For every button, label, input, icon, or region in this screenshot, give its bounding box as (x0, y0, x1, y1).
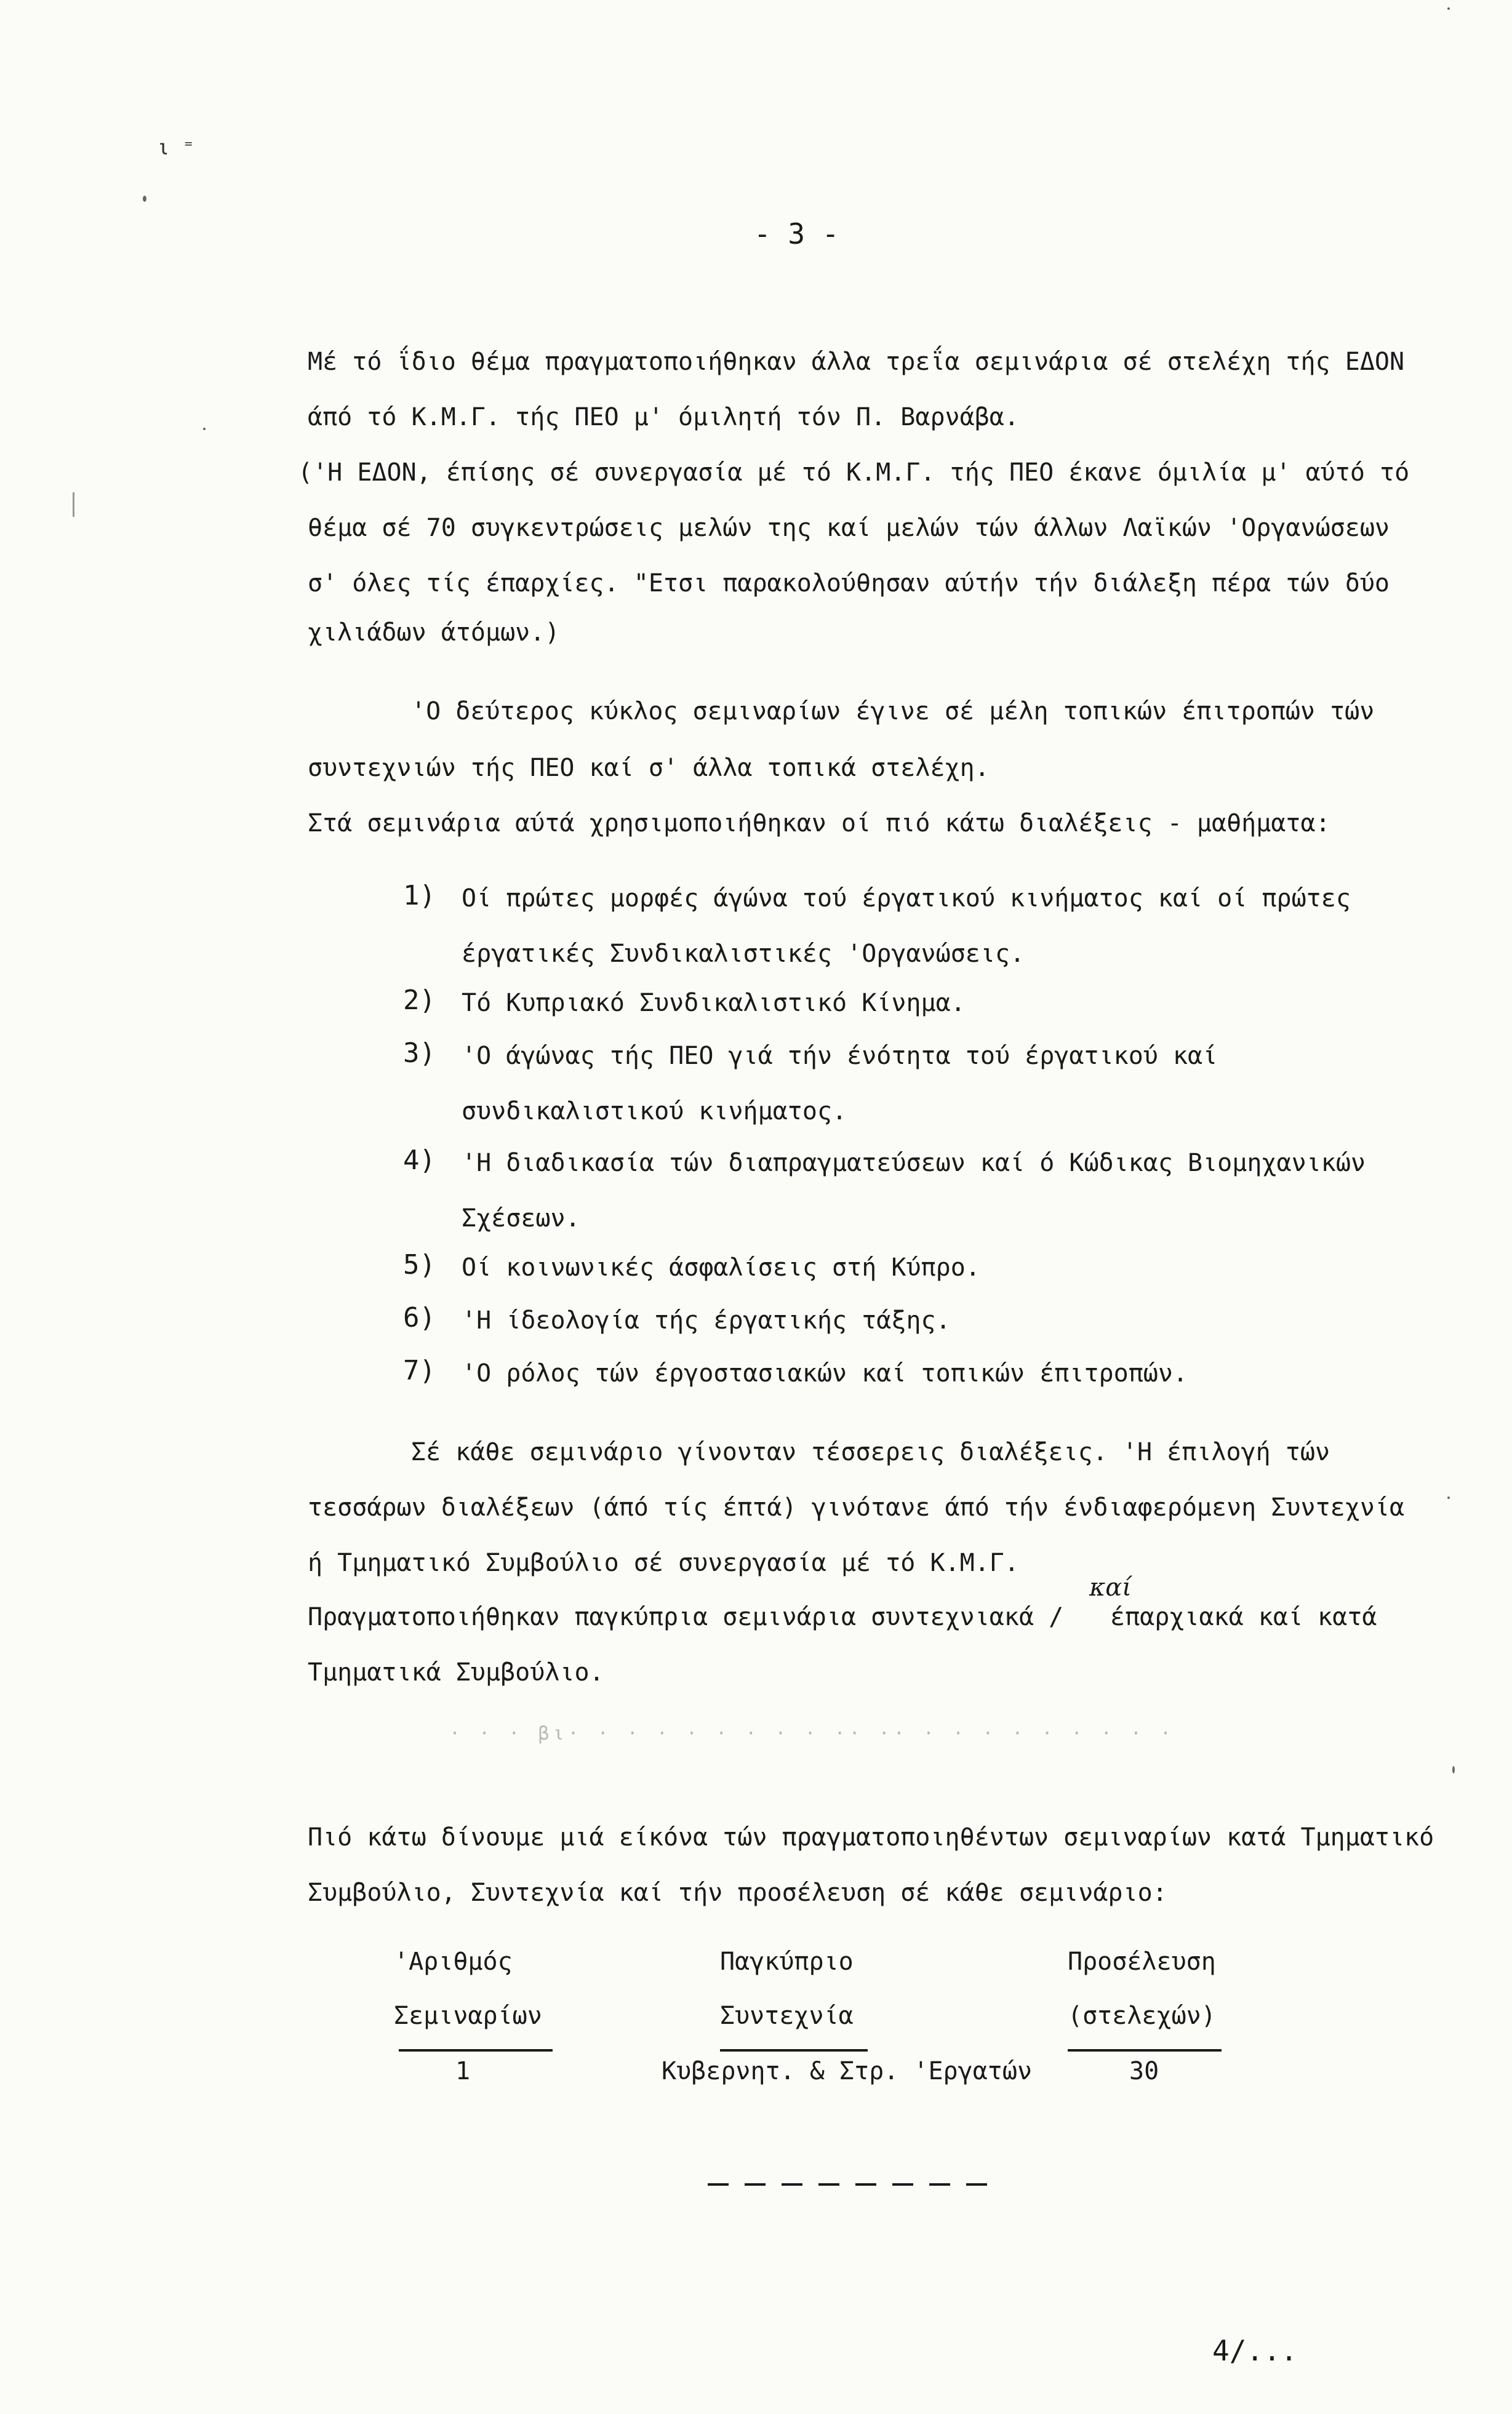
body-line: συντεχνιών τής ΠΕΟ καί σ' άλλα τοπικά στελέχη. (308, 754, 990, 782)
list-item: Τό Κυπριακό Συνδικαλιστικό Κίνημα. (462, 989, 966, 1017)
margin-speck (1447, 7, 1450, 10)
column-header-union: Παγκύπριο (720, 1948, 854, 1976)
list-item: 'Η διαδικασία τών διαπραγματεύσεων καί ό Κώδικας Βιομηχανικών (462, 1149, 1366, 1177)
list-number: 5) (403, 1249, 436, 1281)
body-line: έπαρχιακά καί κατά (1110, 1603, 1377, 1631)
list-number: 4) (403, 1145, 436, 1176)
header-underline (1068, 2049, 1222, 2052)
margin-speck (73, 492, 74, 517)
margin-speck (1447, 1497, 1450, 1499)
body-line: άπό τό Κ.Μ.Γ. τής ΠΕΟ μ' όμιλητή τόν Π. Βαρνάβα. (308, 403, 1019, 431)
table-cell-union: Κυβερνητ. & Στρ. 'Εργατών (662, 2057, 1033, 2085)
closing-dashed-rule (708, 2183, 991, 2186)
list-item: Οί κοινωνικές άσφαλίσεις στή Κύπρο. (462, 1253, 980, 1282)
body-line: σ' όλες τίς έπαρχίες. "Ετσι παρακολούθησαν αύτήν τήν διάλεξη πέρα τών δύο (308, 569, 1390, 598)
column-header-attendance: (στελεχών) (1068, 2002, 1216, 2030)
header-underline (399, 2049, 553, 2052)
body-line: Συμβούλιο, Συντεχνία καί τήν προσέλευση σέ κάθε σεμινάριο: (308, 1879, 1167, 1907)
body-line: 'Ο δεύτερος κύκλος σεμιναρίων έγινε σέ μέλη τοπικών έπιτροπών τών (411, 697, 1375, 725)
list-item: συνδικαλιστικού κινήματος. (462, 1097, 847, 1125)
column-header-count: 'Αριθμός (394, 1948, 513, 1976)
list-number: 2) (403, 985, 436, 1016)
table-cell-attendance: 30 (1129, 2057, 1159, 2085)
list-number: 7) (403, 1355, 436, 1386)
margin-speck (203, 428, 206, 430)
body-line: Πιό κάτω δίνουμε μιά είκόνα τών πραγματοποιηθέντων σεμιναρίων κατά Τμηματικό (308, 1823, 1434, 1852)
body-line: Σέ κάθε σεμινάριο γίνονταν τέσσερεις διαλέξεις. 'Η έπιλογή τών (411, 1438, 1330, 1466)
list-item: 'Ο άγώνας τής ΠΕΟ γιά τήν ένότητα τού έργατικού καί (462, 1042, 1218, 1070)
body-line: ή Τμηματικό Συμβούλιο σέ συνεργασία μέ τό Κ.Μ.Γ. (308, 1549, 1019, 1577)
body-line: τεσσάρων διαλέξεων (άπό τίς έπτά) γινότανε άπό τήν ένδιαφερόμενη Συντεχνία (308, 1493, 1405, 1522)
list-number: 3) (403, 1037, 436, 1069)
margin-mark: ι ⁼ (157, 135, 195, 160)
body-line: Τμηματικά Συμβούλιο. (308, 1658, 604, 1687)
continuation-marker: 4/... (1212, 2334, 1298, 2367)
list-item: Σχέσεων. (462, 1204, 580, 1233)
body-line: χιλιάδων άτόμων.) (308, 618, 560, 647)
body-line: ('Η ΕΔΟΝ, έπίσης σέ συνεργασία μέ τό Κ.Μ.Γ. τής ΠΕΟ έκανε όμιλία μ' αύτό τό (298, 458, 1410, 487)
column-header-union: Συντεχνία (720, 2002, 854, 2030)
column-header-attendance: Προσέλευση (1068, 1948, 1216, 1976)
page-number: - 3 - (754, 217, 839, 250)
margin-speck (1452, 1766, 1455, 1773)
margin-speck (143, 196, 146, 202)
list-number: 6) (403, 1302, 436, 1333)
list-item: 'Ο ρόλος τών έργοστασιακών καί τοπικών έπιτροπών. (462, 1359, 1188, 1388)
table-cell-count: 1 (455, 2057, 471, 2085)
list-item: έργατικές Συνδικαλιστικές 'Οργανώσεις. (462, 940, 1025, 968)
handwritten-insertion: καί (1089, 1573, 1132, 1602)
list-number: 1) (403, 880, 436, 911)
bleed-through-noise: · · · βι· · · · · · · · · ·· ·· · · · · · · · · · (449, 1723, 1175, 1745)
column-header-count: Σεμιναρίων (394, 2002, 542, 2030)
body-line: Στά σεμινάρια αύτά χρησιμοποιήθηκαν οί πιό κάτω διαλέξεις - μαθήματα: (308, 809, 1330, 837)
list-item: Οί πρώτες μορφές άγώνα τού έργατικού κινήματος καί οί πρώτες (462, 884, 1351, 913)
header-underline (720, 2049, 868, 2052)
body-line: θέμα σέ 70 συγκεντρώσεις μελών της καί μελών τών άλλων Λαϊκών 'Οργανώσεων (308, 514, 1390, 542)
list-item: 'Η ίδεολογία τής έργατικής τάξης. (462, 1306, 951, 1335)
body-line: Πραγματοποιήθηκαν παγκύπρια σεμινάρια συντεχνιακά / (308, 1603, 1064, 1631)
body-line: Μέ τό ΐδιο θέμα πραγματοποιήθηκαν άλλα τρεΐα σεμινάρια σέ στελέχη τής ΕΔΟΝ (308, 348, 1405, 376)
